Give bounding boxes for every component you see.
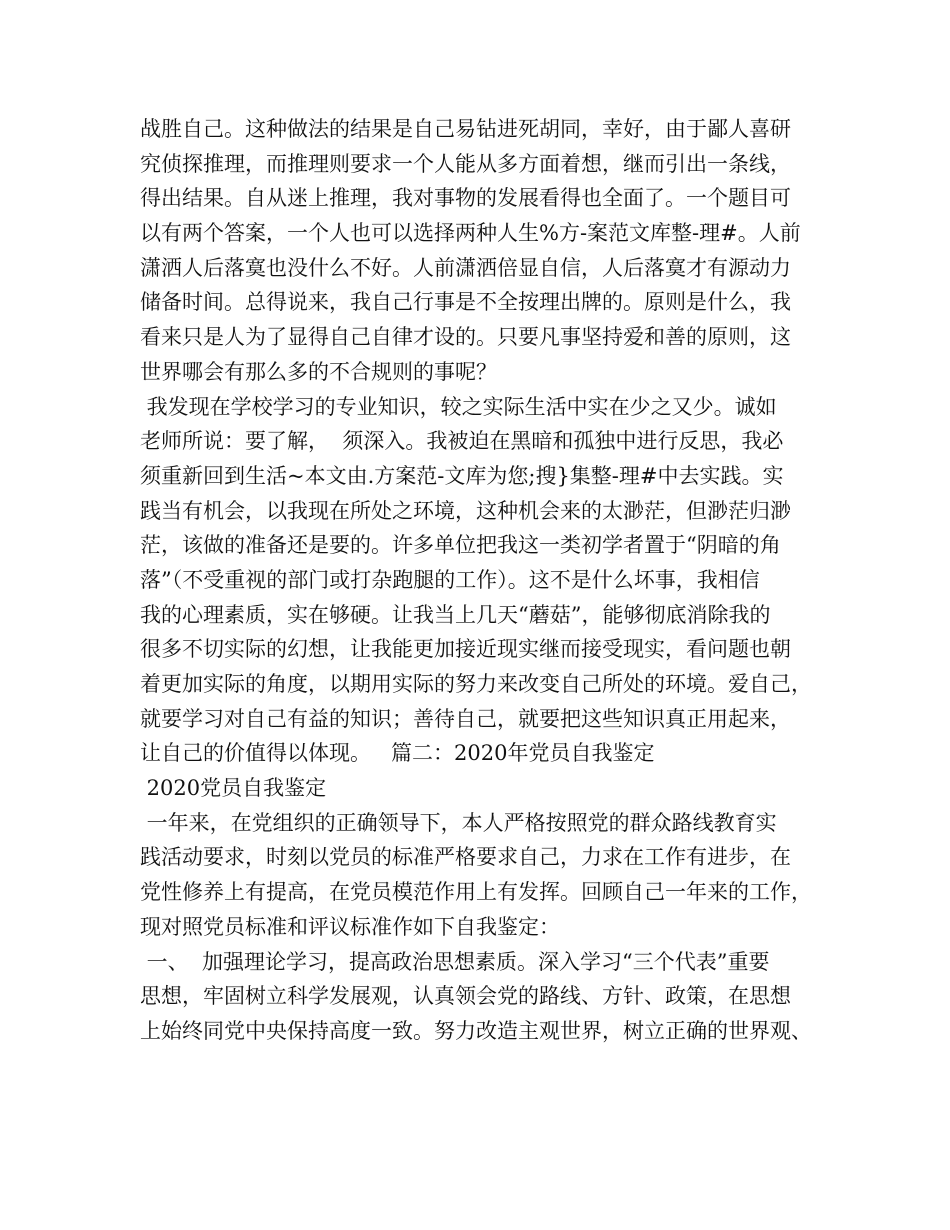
text-line: 就要学习对自己有益的知识；善待自己，就要把这些知识真正用起来，: [140, 706, 791, 731]
text-line: 须重新回到生活~本文由.方案范-文库为您;搜}集整-理#中去实践。实: [140, 463, 784, 488]
text-line: 看来只是人为了显得自己自律才设的。只要凡事坚持爱和善的原则，这: [140, 325, 791, 350]
text-line: 潇洒人后落寞也没什么不好。人前潇洒倍显自信，人后落寞才有源动力: [140, 255, 791, 280]
text-line: 落”（不受重视的部门或打杂跑腿的工作）。这不是什么坏事，我相信: [140, 567, 760, 592]
text-line: 一年来，在党组织的正确领导下，本人严格按照党的群众路线教育实: [140, 810, 777, 835]
text-line: 我发现在学校学习的专业知识，较之实际生活中实在少之又少。诚如: [140, 394, 777, 419]
text-line: 党性修养上有提高，在党员模范作用上有发挥。回顾自己一年来的工作，: [140, 880, 812, 905]
text-line: 践活动要求，时刻以党员的标准严格要求自己，力求在工作有进步，在: [140, 845, 791, 870]
text-line: 得出结果。自从迷上推理，我对事物的发展看得也全面了。一个题目可: [140, 186, 791, 211]
text-line: 很多不切实际的幻想，让我能更加接近现实继而接受现实，看问题也朝: [140, 637, 791, 662]
text-line: 一、 加强理论学习，提高政治思想素质。深入学习“三个代表”重要: [140, 949, 770, 974]
text-line: 战胜自己。这种做法的结果是自己易钻进死胡同，幸好，由于鄙人喜研: [140, 117, 791, 141]
text-line: 思想，牢固树立科学发展观，认真领会党的路线、方针、政策，在思想: [140, 984, 791, 1009]
text-line: 究侦探推理，而推理则要求一个人能从多方面着想，继而引出一条线，: [140, 151, 791, 176]
section-heading: 2020党员自我鉴定: [140, 776, 327, 801]
text-line: 储备时间。总得说来，我自己行事是不全按理出牌的。原则是什么，我: [140, 290, 791, 315]
text-line: 世界哪会有那么多的不合规则的事呢？: [140, 359, 497, 384]
text-line: 老师所说：要了解， 须深入。我被迫在黑暗和孤独中进行反思，我必: [140, 429, 784, 454]
text-line: 我的心理素质，实在够硬。让我当上几天“蘑菇”，能够彻底消除我的: [140, 602, 771, 627]
text-line: 践当有机会，以我现在所处之环境，这种机会来的太渺茫，但渺茫归渺: [140, 498, 791, 523]
text-line: 让自己的价值得以体现。 篇二：2020年党员自我鉴定: [140, 741, 655, 766]
text-line: 茫，该做的准备还是要的。许多单位把我这一类初学者置于“阴暗的角: [140, 533, 781, 558]
document-body: [140, 112, 840, 1049]
text-line: 上始终同党中央保持高度一致。努力改造主观世界，树立正确的世界观、: [140, 1018, 812, 1043]
text-line: 着更加实际的角度，以期用实际的努力来改变自己所处的环境。爱自己，: [140, 672, 812, 696]
text-line: 现对照党员标准和评议标准作如下自我鉴定：: [140, 914, 560, 939]
text-line: 以有两个答案，一个人也可以选择两种人生%方-案范文库整-理#。人前: [140, 221, 801, 246]
